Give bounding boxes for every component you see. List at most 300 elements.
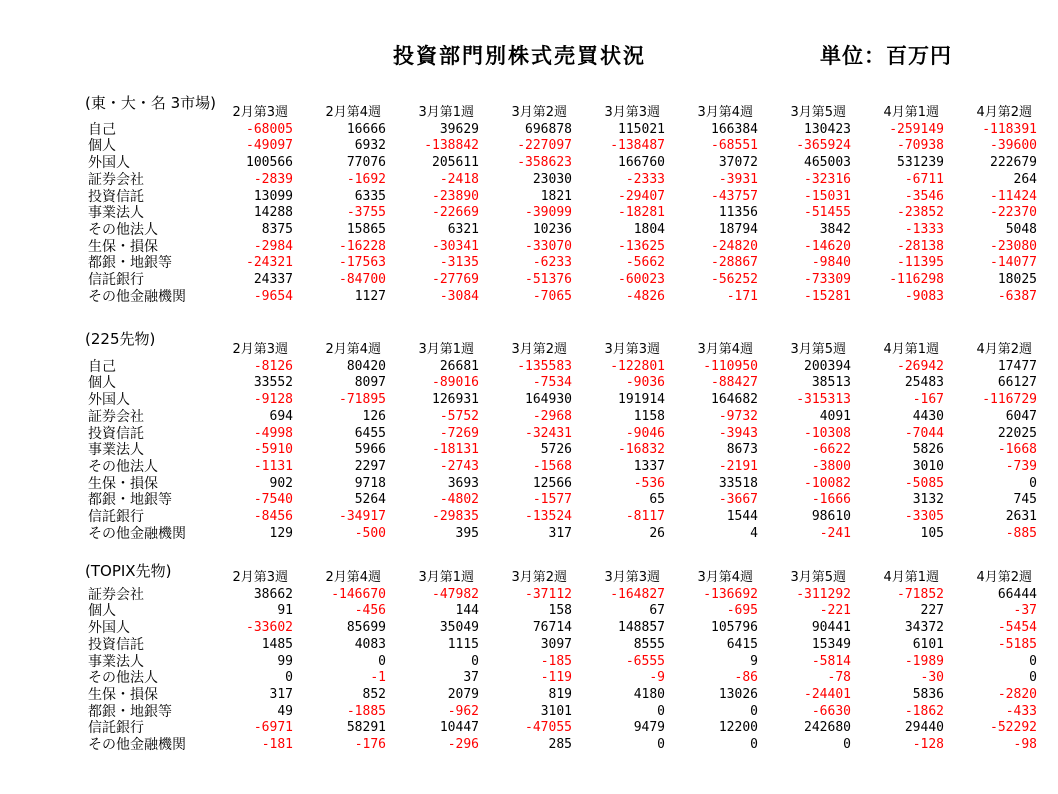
- value-cell: 49: [277, 703, 293, 719]
- table-row: [88, 737, 1037, 754]
- value-cell: -11424: [990, 188, 1037, 204]
- value-cell: 35049: [439, 620, 479, 636]
- value-cell: 0: [378, 653, 386, 669]
- column-header-cell: 2月第4週: [325, 105, 381, 120]
- value-cell: 0: [843, 737, 851, 753]
- value-cell: 23030: [532, 171, 572, 187]
- value-cell: -23080: [990, 238, 1037, 254]
- row-label-cell: 外国人: [88, 155, 130, 172]
- column-header-row: [88, 570, 1037, 587]
- value-cell: -116298: [889, 272, 944, 288]
- value-cell: -56252: [711, 272, 758, 288]
- row-label-cell: 都銀・地銀等: [88, 703, 172, 720]
- row-label-cell: その他法人: [88, 458, 158, 475]
- value-cell: 5726: [540, 442, 572, 458]
- value-cell: -89016: [432, 375, 479, 391]
- value-cell: 99: [277, 653, 293, 669]
- value-cell: 317: [548, 525, 572, 541]
- value-cell: 696878: [525, 121, 572, 137]
- table-row: [88, 509, 1037, 526]
- value-cell: 465003: [804, 155, 851, 171]
- table-row: [88, 205, 1037, 222]
- value-cell: -28867: [711, 255, 758, 271]
- value-cell: 0: [657, 737, 665, 753]
- table-row: [88, 637, 1037, 654]
- row-label-cell: 投資信託: [88, 425, 144, 442]
- value-cell: -1885: [346, 703, 386, 719]
- row-label-cell: 信託銀行: [88, 509, 144, 526]
- value-cell: -138842: [424, 138, 479, 154]
- value-cell: 3132: [912, 492, 944, 508]
- value-cell: 0: [285, 670, 293, 686]
- value-cell: -28138: [897, 238, 944, 254]
- value-cell: 37: [463, 670, 479, 686]
- value-cell: 0: [750, 703, 758, 719]
- table-row: [88, 704, 1037, 721]
- value-cell: -39600: [990, 138, 1037, 154]
- value-cell: -29407: [618, 188, 665, 204]
- value-cell: 1821: [540, 188, 572, 204]
- value-cell: -962: [447, 703, 479, 719]
- value-cell: -296: [447, 737, 479, 753]
- value-cell: -4998: [253, 425, 293, 441]
- table-row: [88, 409, 1037, 426]
- value-cell: -739: [1005, 458, 1037, 474]
- value-cell: 10447: [439, 720, 479, 736]
- value-cell: 166760: [618, 155, 665, 171]
- value-cell: -71895: [339, 392, 386, 408]
- value-cell: 76714: [532, 620, 572, 636]
- value-cell: -37112: [525, 586, 572, 602]
- table-row: [88, 375, 1037, 392]
- value-cell: -181: [261, 737, 293, 753]
- value-cell: -71852: [897, 586, 944, 602]
- value-cell: -536: [633, 475, 665, 491]
- value-cell: 126931: [432, 392, 479, 408]
- table-row: [88, 392, 1037, 409]
- value-cell: 8555: [633, 636, 665, 652]
- value-cell: 1337: [633, 458, 665, 474]
- value-cell: -119: [540, 670, 572, 686]
- row-label-cell: 個人: [88, 603, 116, 620]
- value-cell: 105: [920, 525, 944, 541]
- column-header-cell: 2月第3週: [232, 105, 288, 120]
- section-heading-topix-futures: (TOPIX先物): [85, 562, 172, 580]
- corner-cell: [88, 342, 200, 359]
- value-cell: 58291: [346, 720, 386, 736]
- value-cell: -5752: [439, 408, 479, 424]
- value-cell: 38662: [253, 586, 293, 602]
- data-table-nk225-futures: [88, 342, 1037, 542]
- value-cell: 9: [750, 653, 758, 669]
- value-cell: 91: [277, 603, 293, 619]
- value-cell: 115021: [618, 121, 665, 137]
- value-cell: 5048: [1005, 221, 1037, 237]
- value-cell: 15865: [346, 221, 386, 237]
- value-cell: 3101: [540, 703, 572, 719]
- value-cell: 2297: [354, 458, 386, 474]
- value-cell: 8375: [261, 221, 293, 237]
- value-cell: -7534: [532, 375, 572, 391]
- row-label-cell: 生保・損保: [88, 686, 158, 703]
- column-header-cell: 4月第2週: [976, 342, 1032, 357]
- row-label-cell: 個人: [88, 375, 116, 392]
- row-label-cell: その他金融機関: [88, 737, 186, 754]
- value-cell: -5910: [253, 442, 293, 458]
- value-cell: 38513: [811, 375, 851, 391]
- value-cell: -23890: [432, 188, 479, 204]
- column-header-cell: 3月第5週: [790, 570, 846, 585]
- value-cell: -695: [726, 603, 758, 619]
- value-cell: -5185: [997, 636, 1037, 652]
- column-header-cell: 3月第4週: [697, 342, 753, 357]
- value-cell: -68005: [246, 121, 293, 137]
- corner-cell: [88, 570, 200, 587]
- value-cell: -13625: [618, 238, 665, 254]
- column-header-cell: 3月第2週: [511, 570, 567, 585]
- value-cell: 1127: [354, 288, 386, 304]
- row-label-cell: その他法人: [88, 221, 158, 238]
- value-cell: 66127: [997, 375, 1037, 391]
- value-cell: -9036: [625, 375, 665, 391]
- column-header-cell: 3月第3週: [604, 570, 660, 585]
- row-label-cell: その他金融機関: [88, 288, 186, 305]
- table-row: [88, 189, 1037, 206]
- table-row: [88, 155, 1037, 172]
- value-cell: -5814: [811, 653, 851, 669]
- corner-cell: [88, 105, 200, 122]
- row-label-cell: 自己: [88, 121, 116, 138]
- value-cell: 16666: [346, 121, 386, 137]
- value-cell: -2418: [439, 171, 479, 187]
- table-row: [88, 255, 1037, 272]
- value-cell: -6233: [532, 255, 572, 271]
- value-cell: -86: [734, 670, 758, 686]
- value-cell: 227: [920, 603, 944, 619]
- value-cell: 6101: [912, 636, 944, 652]
- value-cell: -171: [726, 288, 758, 304]
- value-cell: 3842: [819, 221, 851, 237]
- value-cell: -5662: [625, 255, 665, 271]
- value-cell: -14077: [990, 255, 1037, 271]
- value-cell: -8126: [253, 358, 293, 374]
- column-header-cell: 4月第1週: [883, 105, 939, 120]
- value-cell: -3755: [346, 205, 386, 221]
- value-cell: -315313: [796, 392, 851, 408]
- value-cell: -88427: [711, 375, 758, 391]
- value-cell: 317: [269, 686, 293, 702]
- value-cell: -9046: [625, 425, 665, 441]
- value-cell: -221: [819, 603, 851, 619]
- value-cell: 902: [269, 475, 293, 491]
- column-header-cell: 3月第1週: [418, 342, 474, 357]
- table-row: [88, 687, 1037, 704]
- row-label-cell: 信託銀行: [88, 272, 144, 289]
- data-table-three-markets: [88, 105, 1037, 305]
- data-table-topix-futures: [88, 570, 1037, 754]
- value-cell: -118391: [982, 121, 1037, 137]
- table-row: [88, 426, 1037, 443]
- value-cell: 694: [269, 408, 293, 424]
- value-cell: 85699: [346, 620, 386, 636]
- value-cell: 26681: [439, 358, 479, 374]
- value-cell: -136692: [703, 586, 758, 602]
- value-cell: 1804: [633, 221, 665, 237]
- column-header-cell: 4月第1週: [883, 570, 939, 585]
- value-cell: -1666: [811, 492, 851, 508]
- table-row: [88, 459, 1037, 476]
- value-cell: 4: [750, 525, 758, 541]
- value-cell: -6387: [997, 288, 1037, 304]
- value-cell: 65: [649, 492, 665, 508]
- value-cell: 26: [649, 525, 665, 541]
- value-cell: 98610: [811, 509, 851, 525]
- value-cell: -78: [827, 670, 851, 686]
- value-cell: 6047: [1005, 408, 1037, 424]
- table-row: [88, 289, 1037, 306]
- column-header-cell: 4月第2週: [976, 570, 1032, 585]
- value-cell: 222679: [990, 155, 1037, 171]
- value-cell: 745: [1013, 492, 1037, 508]
- value-cell: -11395: [897, 255, 944, 271]
- value-cell: 1544: [726, 509, 758, 525]
- value-cell: -51455: [804, 205, 851, 221]
- row-label-cell: その他法人: [88, 670, 158, 687]
- value-cell: 33552: [253, 375, 293, 391]
- value-cell: -32431: [525, 425, 572, 441]
- value-cell: 395: [455, 525, 479, 541]
- row-label-cell: 外国人: [88, 620, 130, 637]
- column-header-cell: 3月第4週: [697, 570, 753, 585]
- value-cell: 4091: [819, 408, 851, 424]
- table-row: [88, 654, 1037, 671]
- value-cell: -2984: [253, 238, 293, 254]
- column-header-cell: 3月第5週: [790, 342, 846, 357]
- row-label-cell: 生保・損保: [88, 475, 158, 492]
- row-label-cell: 自己: [88, 358, 116, 375]
- column-header-cell: 3月第1週: [418, 105, 474, 120]
- value-cell: 80420: [346, 358, 386, 374]
- value-cell: -3943: [718, 425, 758, 441]
- value-cell: -9840: [811, 255, 851, 271]
- value-cell: -3667: [718, 492, 758, 508]
- value-cell: 22025: [997, 425, 1037, 441]
- row-label-cell: 投資信託: [88, 188, 144, 205]
- column-header-cell: 2月第4週: [325, 570, 381, 585]
- value-cell: 3010: [912, 458, 944, 474]
- table-row: [88, 172, 1037, 189]
- table-row: [88, 359, 1037, 376]
- value-cell: 6455: [354, 425, 386, 441]
- value-cell: -5454: [997, 620, 1037, 636]
- value-cell: -7540: [253, 492, 293, 508]
- value-cell: -885: [1005, 525, 1037, 541]
- value-cell: -9654: [253, 288, 293, 304]
- value-cell: -49097: [246, 138, 293, 154]
- value-cell: 29440: [904, 720, 944, 736]
- value-cell: -358623: [517, 155, 572, 171]
- column-header-cell: 2月第3週: [232, 570, 288, 585]
- value-cell: 166384: [711, 121, 758, 137]
- table-row: [88, 122, 1037, 139]
- column-header-row: [88, 342, 1037, 359]
- value-cell: 4180: [633, 686, 665, 702]
- value-cell: 100566: [246, 155, 293, 171]
- value-cell: 5264: [354, 492, 386, 508]
- value-cell: -26942: [897, 358, 944, 374]
- value-cell: 6415: [726, 636, 758, 652]
- value-cell: -110950: [703, 358, 758, 374]
- value-cell: 242680: [804, 720, 851, 736]
- value-cell: -29835: [432, 509, 479, 525]
- value-cell: 6932: [354, 138, 386, 154]
- value-cell: 8673: [726, 442, 758, 458]
- value-cell: 4430: [912, 408, 944, 424]
- value-cell: -1577: [532, 492, 572, 508]
- value-cell: 0: [1029, 475, 1037, 491]
- value-cell: -16228: [339, 238, 386, 254]
- row-label-cell: 信託銀行: [88, 720, 144, 737]
- column-header-cell: 3月第3週: [604, 342, 660, 357]
- row-label-cell: 都銀・地銀等: [88, 492, 172, 509]
- value-cell: 2631: [1005, 509, 1037, 525]
- value-cell: 66444: [997, 586, 1037, 602]
- value-cell: 144: [455, 603, 479, 619]
- column-header-cell: 2月第3週: [232, 342, 288, 357]
- value-cell: 1158: [633, 408, 665, 424]
- value-cell: 37072: [718, 155, 758, 171]
- value-cell: -47055: [525, 720, 572, 736]
- value-cell: -135583: [517, 358, 572, 374]
- table-row: [88, 239, 1037, 256]
- value-cell: -259149: [889, 121, 944, 137]
- value-cell: 3097: [540, 636, 572, 652]
- value-cell: -167: [912, 392, 944, 408]
- value-cell: -98: [1013, 737, 1037, 753]
- value-cell: -24820: [711, 238, 758, 254]
- value-cell: -7269: [439, 425, 479, 441]
- column-header-cell: 3月第2週: [511, 105, 567, 120]
- value-cell: 531239: [897, 155, 944, 171]
- value-cell: -1: [370, 670, 386, 686]
- value-cell: -6971: [253, 720, 293, 736]
- section-heading-three-markets: (東・大・名 3市場): [85, 94, 217, 112]
- value-cell: -68551: [711, 138, 758, 154]
- value-cell: -2820: [997, 686, 1037, 702]
- row-label-cell: 都銀・地銀等: [88, 255, 172, 272]
- value-cell: 12566: [532, 475, 572, 491]
- value-cell: -15281: [804, 288, 851, 304]
- row-label-cell: 投資信託: [88, 636, 144, 653]
- value-cell: -7044: [904, 425, 944, 441]
- value-cell: -500: [354, 525, 386, 541]
- value-cell: 164930: [525, 392, 572, 408]
- value-cell: -6555: [625, 653, 665, 669]
- value-cell: 2079: [447, 686, 479, 702]
- value-cell: -3800: [811, 458, 851, 474]
- value-cell: -22669: [432, 205, 479, 221]
- value-cell: 129: [269, 525, 293, 541]
- value-cell: 5836: [912, 686, 944, 702]
- value-cell: -146670: [331, 586, 386, 602]
- value-cell: -365924: [796, 138, 851, 154]
- value-cell: -10082: [804, 475, 851, 491]
- row-label-cell: 外国人: [88, 392, 130, 409]
- value-cell: -9: [649, 670, 665, 686]
- value-cell: -27769: [432, 272, 479, 288]
- value-cell: 164682: [711, 392, 758, 408]
- column-header-cell: 2月第4週: [325, 342, 381, 357]
- value-cell: -1989: [904, 653, 944, 669]
- value-cell: -60023: [618, 272, 665, 288]
- value-cell: 5966: [354, 442, 386, 458]
- value-cell: 34372: [904, 620, 944, 636]
- value-cell: -14620: [804, 238, 851, 254]
- value-cell: -2333: [625, 171, 665, 187]
- value-cell: -3305: [904, 509, 944, 525]
- value-cell: 852: [362, 686, 386, 702]
- value-cell: -18131: [432, 442, 479, 458]
- table-row: [88, 492, 1037, 509]
- value-cell: -43757: [711, 188, 758, 204]
- value-cell: 13099: [253, 188, 293, 204]
- value-cell: -32316: [804, 171, 851, 187]
- value-cell: 3693: [447, 475, 479, 491]
- value-cell: -70938: [897, 138, 944, 154]
- row-label-cell: その他金融機関: [88, 525, 186, 542]
- value-cell: -3931: [718, 171, 758, 187]
- row-label-cell: 事業法人: [88, 442, 144, 459]
- value-cell: -1692: [346, 171, 386, 187]
- value-cell: -6622: [811, 442, 851, 458]
- value-cell: 105796: [711, 620, 758, 636]
- value-cell: 33518: [718, 475, 758, 491]
- value-cell: -34917: [339, 509, 386, 525]
- value-cell: 9479: [633, 720, 665, 736]
- value-cell: 13026: [718, 686, 758, 702]
- value-cell: 5826: [912, 442, 944, 458]
- value-cell: 1115: [447, 636, 479, 652]
- table-row: [88, 526, 1037, 543]
- value-cell: -1131: [253, 458, 293, 474]
- value-cell: -18281: [618, 205, 665, 221]
- value-cell: -16832: [618, 442, 665, 458]
- row-label-cell: 証券会社: [88, 408, 144, 425]
- column-header-cell: 4月第2週: [976, 105, 1032, 120]
- value-cell: -433: [1005, 703, 1037, 719]
- row-label-cell: 事業法人: [88, 205, 144, 222]
- value-cell: 205611: [432, 155, 479, 171]
- value-cell: -1568: [532, 458, 572, 474]
- value-cell: -185: [540, 653, 572, 669]
- value-cell: 8097: [354, 375, 386, 391]
- value-cell: -24321: [246, 255, 293, 271]
- value-cell: 819: [548, 686, 572, 702]
- value-cell: -164827: [610, 586, 665, 602]
- value-cell: -128: [912, 737, 944, 753]
- value-cell: 130423: [804, 121, 851, 137]
- value-cell: -227097: [517, 138, 572, 154]
- value-cell: 9718: [354, 475, 386, 491]
- value-cell: -52292: [990, 720, 1037, 736]
- value-cell: 191914: [618, 392, 665, 408]
- value-cell: -7065: [532, 288, 572, 304]
- value-cell: -1668: [997, 442, 1037, 458]
- column-header-cell: 4月第1週: [883, 342, 939, 357]
- value-cell: 25483: [904, 375, 944, 391]
- value-cell: -15031: [804, 188, 851, 204]
- value-cell: 12200: [718, 720, 758, 736]
